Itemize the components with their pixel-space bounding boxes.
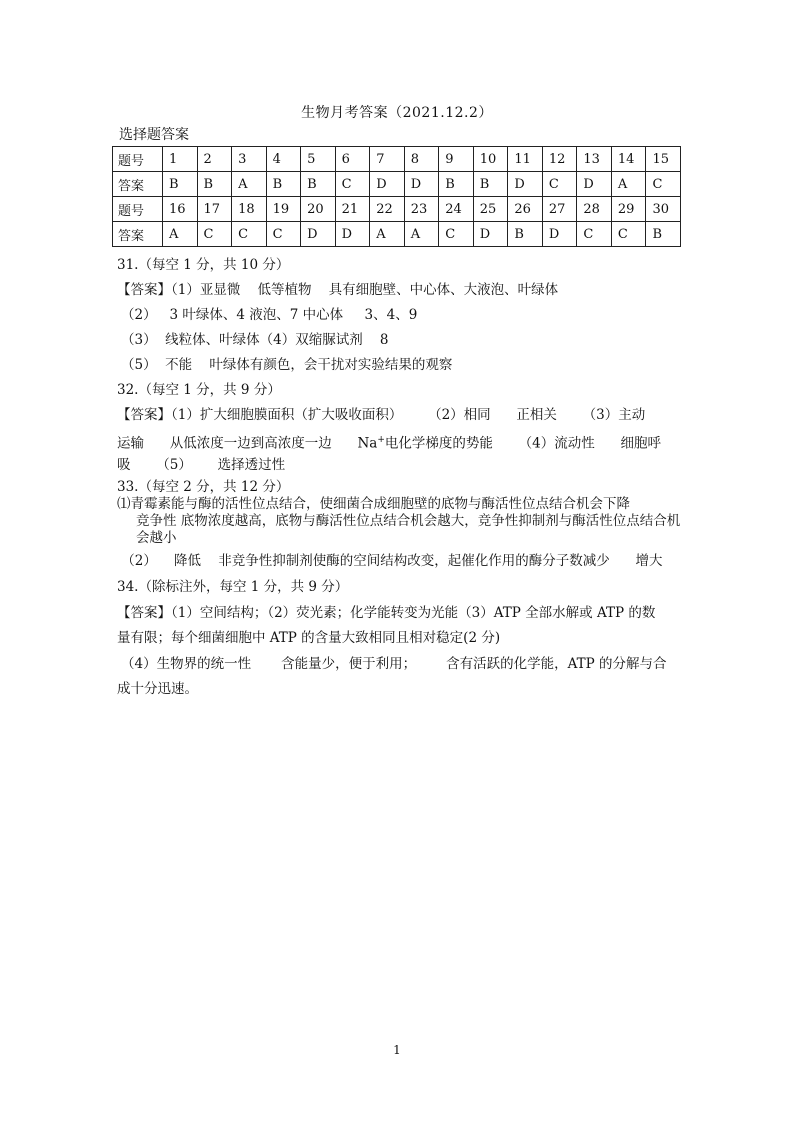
answer-cell: B	[646, 222, 681, 247]
answer-cell: A	[611, 172, 646, 197]
answer-cell: C	[197, 222, 232, 247]
answer-cell: B	[266, 172, 301, 197]
answer-cell: C	[542, 172, 577, 197]
answer-cell: D	[370, 172, 405, 197]
question-number-cell: 6	[335, 147, 370, 172]
question-number-cell: 5	[301, 147, 336, 172]
section-title-choice: 选择题答案	[119, 127, 189, 143]
question-number-cell: 16	[163, 197, 198, 222]
q31-answer-line-1: 【答案】（1）亚显微 低等植物 具有细胞壁、中心体、大液泡、叶绿体	[117, 282, 559, 298]
question-number-cell: 20	[301, 197, 336, 222]
question-number-cell: 18	[232, 197, 267, 222]
q31-header: 31.（每空 1 分，共 10 分）	[117, 257, 290, 273]
answer-cell: B	[439, 172, 474, 197]
sodium-superscript: +	[377, 435, 385, 445]
row-label-answer: 答案	[113, 222, 163, 247]
row-label-answer: 答案	[113, 172, 163, 197]
question-number-cell: 3	[232, 147, 267, 172]
question-number-cell: 7	[370, 147, 405, 172]
answer-cell: C	[335, 172, 370, 197]
answer-cell: C	[232, 222, 267, 247]
answer-cell: C	[611, 222, 646, 247]
q32-answer-line-3: 吸 （5） 选择透过性	[117, 457, 286, 473]
question-number-cell: 15	[646, 147, 681, 172]
answer-cell: B	[301, 172, 336, 197]
q34-answer-line-1: 【答案】（1）空间结构；（2）荧光素；化学能转变为光能（3）ATP 全部水解或 ATP 的数	[117, 605, 656, 621]
question-number-cell: 22	[370, 197, 405, 222]
answer-cell: D	[473, 222, 508, 247]
question-number-cell: 29	[611, 197, 646, 222]
question-number-cell: 17	[197, 197, 232, 222]
question-number-cell: 19	[266, 197, 301, 222]
answer-cell: B	[508, 222, 543, 247]
q34-answer-line-4: 成十分迅速。	[117, 681, 198, 697]
question-number-cell: 14	[611, 147, 646, 172]
q33-answer-line-2: （2） 降低 非竞争性抑制剂使酶的空间结构改变，起催化作用的酶分子数减少 增大	[117, 553, 663, 569]
q33-paragraph-1-rest: 竞争性 底物浓度越高，底物与酶活性位点结合机会越大，竞争性抑制剂与酶活性位点结合机会越小	[136, 513, 681, 546]
answer-cell: D	[542, 222, 577, 247]
answer-cell: C	[439, 222, 474, 247]
q34-answer-line-2: 量有限；每个细菌细胞中 ATP 的含量大致相同且相对稳定(2 分)	[117, 630, 501, 646]
question-number-row	[113, 197, 681, 222]
answer-table	[112, 146, 681, 247]
q31-answer-line-3: （3） 线粒体、叶绿体（4）双缩脲试剂 8	[121, 332, 389, 348]
q32-answer-line-2	[117, 431, 661, 453]
question-number-cell: 23	[404, 197, 439, 222]
question-number-cell: 1	[163, 147, 198, 172]
q33-paragraph-1-first: ⑴青霉素能与酶的活性位点结合，使细菌合成细胞壁的底物与酶活性位点结合机会下降	[117, 496, 630, 512]
answer-cell: B	[473, 172, 508, 197]
q31-answer-line-2: （2） 3 叶绿体、4 液泡、7 中心体 3、4、9	[121, 307, 418, 323]
answer-cell: D	[301, 222, 336, 247]
question-number-cell: 25	[473, 197, 508, 222]
row-label-question-number: 题号	[113, 197, 163, 222]
q34-header: 34.（除标注外，每空 1 分，共 9 分）	[117, 579, 349, 595]
answer-cell: B	[197, 172, 232, 197]
question-number-cell: 4	[266, 147, 301, 172]
answer-cell: A	[163, 222, 198, 247]
answer-cell: A	[370, 222, 405, 247]
question-number-cell: 10	[473, 147, 508, 172]
answer-cell: A	[404, 222, 439, 247]
question-number-cell: 12	[542, 147, 577, 172]
answer-cell: C	[646, 172, 681, 197]
answer-cell: C	[266, 222, 301, 247]
answer-cell: C	[577, 222, 612, 247]
question-number-cell: 2	[197, 147, 232, 172]
question-number-cell: 8	[404, 147, 439, 172]
question-number-cell: 11	[508, 147, 543, 172]
answer-cell: B	[163, 172, 198, 197]
answer-cell: A	[232, 172, 267, 197]
answer-cell: D	[577, 172, 612, 197]
question-number-cell: 13	[577, 147, 612, 172]
q31-answer-line-4: （5） 不能 叶绿体有颜色，会干扰对实验结果的观察	[121, 357, 453, 373]
question-number-cell: 24	[439, 197, 474, 222]
answer-cell: D	[404, 172, 439, 197]
q32-answer-line-1: 【答案】（1）扩大细胞膜面积（扩大吸收面积） （2）相同 正相关 （3）主动	[117, 407, 646, 423]
page-number: 1	[393, 1043, 401, 1057]
answer-row	[113, 172, 681, 197]
document-title: 生物月考答案（2021.12.2）	[301, 105, 493, 121]
answer-cell: D	[335, 222, 370, 247]
answer-cell: D	[508, 172, 543, 197]
row-label-question-number: 题号	[113, 147, 163, 172]
question-number-cell: 28	[577, 197, 612, 222]
q33-paragraph-1	[117, 496, 682, 547]
question-number-row	[113, 147, 681, 172]
q32-line2-part-b: 电化学梯度的势能 （4）流动性 细胞呼	[384, 435, 661, 452]
question-number-cell: 21	[335, 197, 370, 222]
q32-line2-part-a: 运输 从低浓度一边到高浓度一边 Na	[117, 435, 378, 452]
q34-answer-line-3: （4）生物界的统一性 含能量少，便于利用； 含有活跃的化学能，ATP 的分解与合	[121, 656, 667, 672]
question-number-cell: 30	[646, 197, 681, 222]
q33-header: 33.（每空 2 分，共 12 分）	[117, 479, 290, 495]
question-number-cell: 26	[508, 197, 543, 222]
q32-header: 32.（每空 1 分，共 9 分）	[117, 382, 281, 398]
answer-row	[113, 222, 681, 247]
question-number-cell: 9	[439, 147, 474, 172]
question-number-cell: 27	[542, 197, 577, 222]
